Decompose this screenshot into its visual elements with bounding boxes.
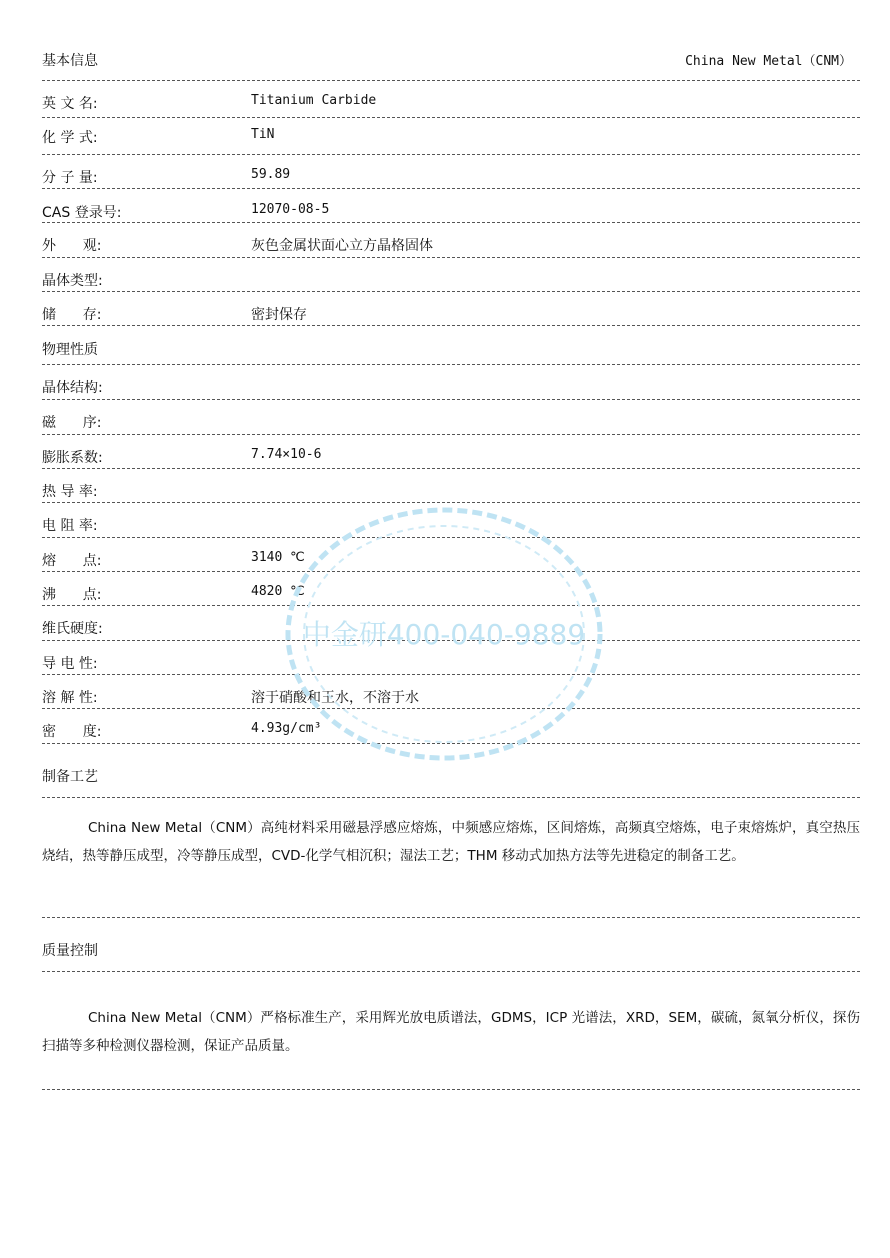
info-row-storage — [42, 304, 860, 324]
watermark-text: 中金研400-040-9889 — [302, 618, 586, 651]
physical-row-resistivity — [42, 515, 860, 535]
field-value: 溶于硝酸和王水，不溶于水 — [251, 690, 419, 706]
field-label: 外 观: — [42, 238, 102, 254]
divider — [42, 399, 860, 400]
section-title-physical: 物理性质 — [42, 342, 98, 358]
field-label: 热 导 率: — [42, 484, 98, 500]
company-name: China New Metal（CNM） — [685, 54, 852, 69]
divider — [42, 640, 860, 641]
physical-row-solubility — [42, 687, 860, 707]
divider — [42, 80, 860, 81]
physical-row-density — [42, 721, 860, 741]
info-row-english-name — [42, 93, 860, 113]
info-row-molecular-weight — [42, 167, 860, 187]
divider — [42, 537, 860, 538]
field-label: 晶体类型: — [42, 273, 103, 289]
field-label: 溶 解 性: — [42, 690, 98, 706]
physical-row-vickers-hardness — [42, 618, 860, 638]
divider — [42, 571, 860, 572]
field-value: 4.93g/cm³ — [251, 721, 322, 736]
field-value: 59.89 — [251, 167, 291, 182]
divider — [42, 917, 860, 918]
section-title-basic-info: 基本信息 — [42, 53, 98, 69]
field-label: 维氏硬度: — [42, 621, 103, 637]
divider — [42, 502, 860, 503]
field-label: 化 学 式: — [42, 130, 98, 146]
divider — [42, 674, 860, 675]
section-title-preparation: 制备工艺 — [42, 769, 98, 785]
info-row-cas — [42, 202, 860, 222]
field-value: TiN — [251, 127, 275, 142]
physical-row-thermal-conductivity — [42, 481, 860, 501]
physical-row-conductivity — [42, 653, 860, 673]
field-value: Titanium Carbide — [251, 93, 377, 108]
divider — [42, 257, 860, 258]
page-header — [42, 50, 860, 72]
field-label: 晶体结构: — [42, 380, 103, 396]
divider — [42, 1089, 860, 1090]
divider — [42, 325, 860, 326]
field-label: 膨胀系数: — [42, 450, 103, 466]
preparation-paragraph: China New Metal（CNM）高纯材料采用磁悬浮感应熔炼，中频感应熔炼，区间熔炼，高频真空熔炼，电子束熔炼炉，真空热压烧结，热等静压成型，冷等静压成型，CVD-化学气相沉积；湿法工艺；THM 移动式加热方法等先进稳定的制备工艺。 — [42, 820, 860, 864]
physical-row-expansion — [42, 447, 860, 467]
divider — [42, 797, 860, 798]
quality-paragraph: China New Metal（CNM）严格标准生产，采用辉光放电质谱法，GDMS，ICP 光谱法，XRD，SEM，碳硫，氮氧分析仪，探伤扫描等多种检测仪器检测，保证产品质量。 — [42, 1010, 860, 1054]
physical-row-boiling-point — [42, 584, 860, 604]
field-label: 分 子 量: — [42, 170, 98, 186]
field-label: 沸 点: — [42, 587, 102, 603]
divider — [42, 468, 860, 469]
field-label: CAS 登录号: — [42, 205, 122, 221]
divider — [42, 117, 860, 118]
field-label: 英 文 名: — [42, 96, 98, 112]
divider — [42, 434, 860, 435]
field-label: 熔 点: — [42, 553, 102, 569]
divider — [42, 188, 860, 189]
divider — [42, 154, 860, 155]
field-value: 灰色金属状面心立方晶格固体 — [251, 238, 433, 254]
field-label: 电 阻 率: — [42, 518, 98, 534]
divider — [42, 708, 860, 709]
field-value: 3140 ℃ — [251, 550, 305, 565]
field-label: 导 电 性: — [42, 656, 98, 672]
field-label: 储 存: — [42, 307, 102, 323]
divider — [42, 291, 860, 292]
field-value: 4820 ℃ — [251, 584, 305, 599]
field-value: 密封保存 — [251, 307, 307, 323]
info-row-formula — [42, 127, 860, 147]
divider — [42, 222, 860, 223]
field-label: 磁 序: — [42, 415, 102, 431]
physical-row-melting-point — [42, 550, 860, 570]
field-value: 7.74×10-6 — [251, 447, 322, 462]
divider — [42, 364, 860, 365]
info-row-crystal-type — [42, 270, 860, 290]
field-label: 密 度: — [42, 724, 102, 740]
divider — [42, 743, 860, 744]
physical-row-crystal-structure — [42, 377, 860, 397]
divider — [42, 971, 860, 972]
physical-row-magnetic-order — [42, 412, 860, 432]
info-row-appearance — [42, 235, 860, 255]
section-title-quality: 质量控制 — [42, 943, 98, 959]
divider — [42, 605, 860, 606]
field-value: 12070-08-5 — [251, 202, 330, 217]
